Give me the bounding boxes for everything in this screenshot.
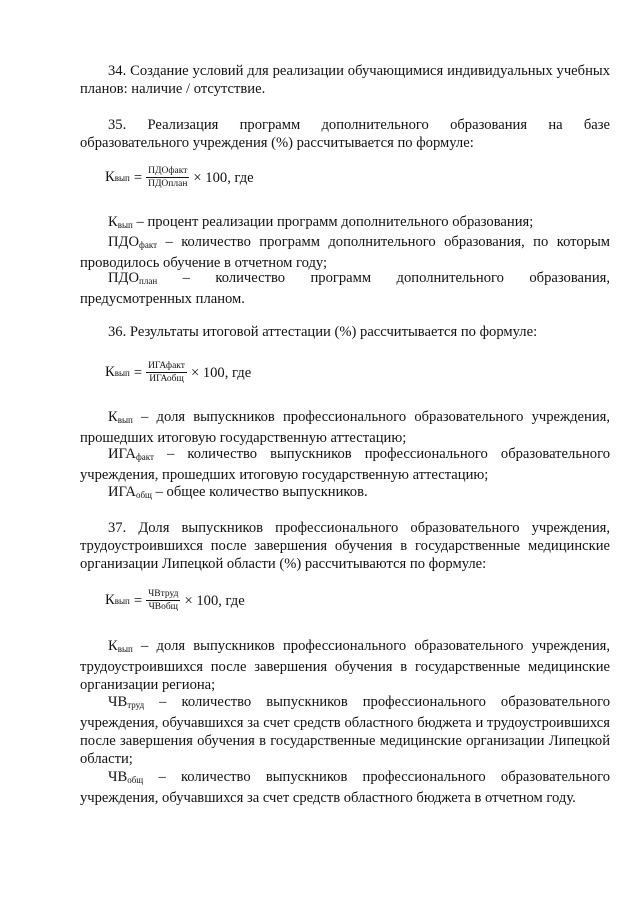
numerator: ИГАфакт — [148, 361, 185, 371]
formula-pdo — [105, 165, 254, 190]
def-k-1: $К_{вып}$ – процент реализации программ дополнительного образования; — [108, 214, 534, 230]
def-iga-fakt: $ИГА_{факт}$ – количество выпускников профессионального образовательного учреждения, прошедших итоговую государственную аттестацию; — [80, 446, 610, 483]
item-34: 34. Создание условий для реализации обучающимися индивидуальных учебных планов: наличие / отсутствие. — [80, 63, 610, 97]
def-iga-obsh: $ИГА_{общ}$ – общее количество выпускников. — [108, 484, 368, 500]
item-35: 35. Реализация программ дополнительного образования на базе образовательного учреждения (%) рассчитывается по формуле: — [80, 117, 610, 151]
def-chv-obsh: $ЧВ_{общ}$ – количество выпускников профессионального образовательного учреждения, обучавшихся за счет средств областного бюджета в отчетном году. — [80, 769, 610, 806]
k-symbol: К вып — [105, 592, 130, 608]
def-pdo-fakt: $ПДО_{факт}$ – количество программ дополнительного образования, по которым проводилось обучение в отчетном году; — [80, 234, 610, 271]
item-37: 37. Доля выпускников профессионального образовательного учреждения, трудоустроившихся после завершения обучения в государственные медицинские организации Липецкой области (%) рассчитываются по формуле: — [80, 520, 610, 572]
def-chv-trud: $ЧВ_{труд}$ – количество выпускников профессионального образовательного учреждения, обучавшихся за счет средств областного бюджета и трудоустроившихся после завершения обучения в государственные медицинские организации Липецкой области; — [80, 694, 610, 767]
denominator: ИГАобщ — [149, 374, 184, 384]
formula-iga — [105, 360, 251, 385]
numerator: ЧВтруд — [148, 589, 179, 599]
formula-tail: × 100, где — [190, 364, 252, 381]
formula-tail: × 100, где — [184, 592, 245, 609]
fraction — [146, 165, 189, 190]
def-pdo-plan: $ПДО_{план}$ – количество программ дополнительного образования, предусмотренных планом. — [80, 270, 610, 307]
equals-sign: = — [133, 364, 143, 381]
def-k-2: $К_{вып}$ – доля выпускников профессионального образовательного учреждения, прошедших итоговую государственную аттестацию; — [80, 409, 610, 446]
formula-chv — [105, 588, 245, 613]
denominator: ЧВобщ — [148, 602, 178, 612]
numerator: ПДОфакт — [148, 166, 188, 176]
def-k-3: $К_{вып}$ – доля выпускников профессионального образовательного учреждения, трудоустроившихся после завершения обучения в государственные медицинские организации региона; — [80, 638, 610, 693]
fraction — [146, 588, 180, 613]
equals-sign: = — [133, 169, 143, 186]
denominator: ПДОплан — [148, 179, 188, 189]
k-symbol: К вып — [105, 169, 130, 185]
k-symbol: К вып — [105, 364, 130, 380]
fraction — [146, 360, 187, 385]
formula-tail: × 100, где — [193, 169, 254, 186]
equals-sign: = — [133, 592, 143, 609]
item-36: 36. Результаты итоговой аттестации (%) рассчитывается по формуле: — [108, 324, 538, 340]
